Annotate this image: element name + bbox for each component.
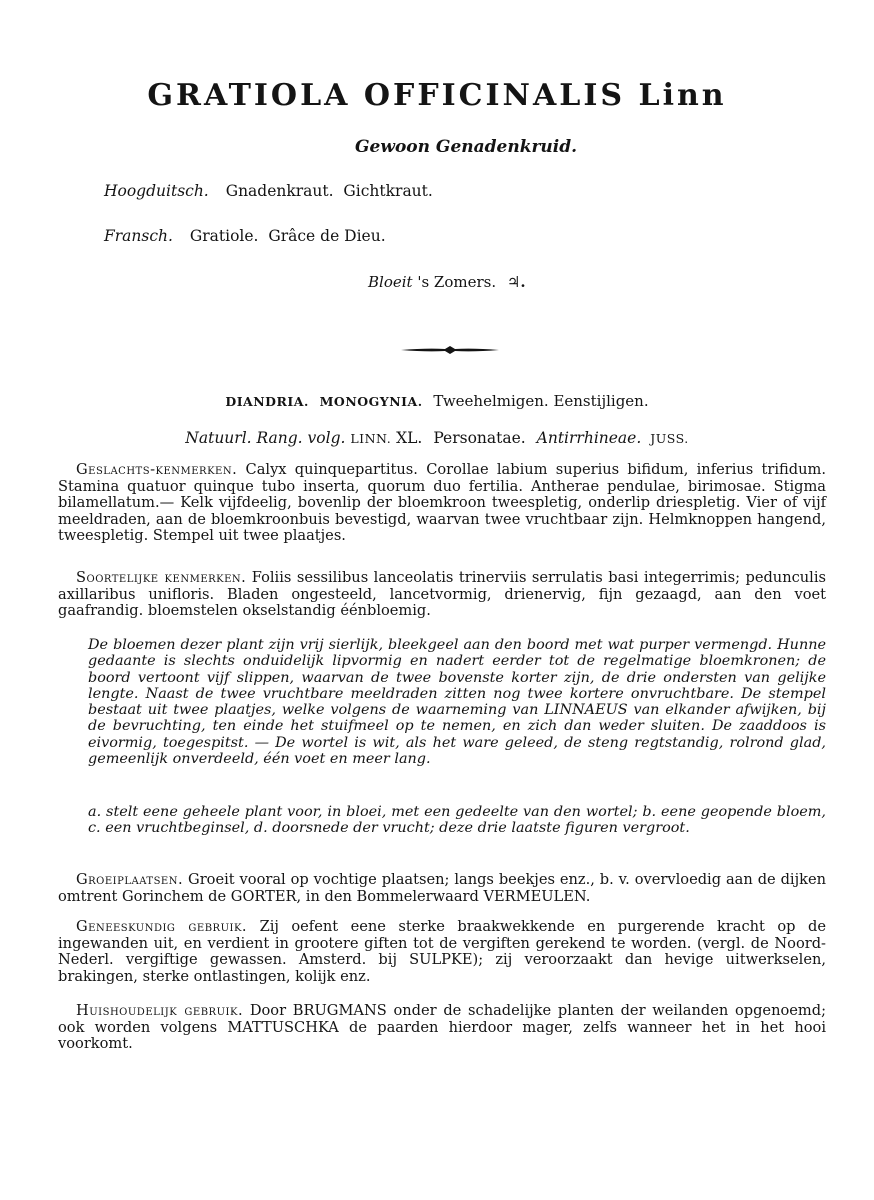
plant-description: De bloemen dezer plant zijn vrij sierlijk, bleekgeel aan den boord met wat purper vermengd. Hunne gedaante is slechts onduidelijk lipvormig en nadert eerder tot de regelmatige bloemkronen; de boord vertoont vijf slippen, waarvan de twee bovenste korter zijn, de drie ondersten van gelijke lengte. Naast de twee vruchtbare meeldraden zitten nog twee kortere onvruchtbare. De stempel bestaat uit twee plaatjes, welke volgens de waarneming van LINNAEUS van elkander afwijken, bij de bevruchting, ten einde het stuifmeel op te nemen, en zich dan weder sluiten. De zaaddoos is eivormig, toegespitst. — De wortel is wit, als het ware geleed, de steng regtstandig, rolrond glad, gemeenlijk onverdeeld, één voet en meer lang. bbox=[88, 637, 826, 768]
language-label: Hoogduitsch. bbox=[104, 182, 209, 200]
language-names: Gratiole. Grâce de Dieu. bbox=[189, 227, 386, 245]
medicinal-use bbox=[58, 919, 826, 985]
species-characters bbox=[58, 570, 826, 620]
section-lead: Geneeskundig gebruik. bbox=[76, 918, 248, 935]
perennial-symbol: ♃. bbox=[506, 273, 526, 291]
section-text: Calyx quinquepartitus. Corollae labium superius bifidum, inferius trifidum. Stamina quatuor quinque tubo inserta, quorum duo fertilia. Antherae pendulae, birimosae. Stigma bilamellatum.— Kelk vijfdeelig, bovenlip der bloemkroon tweespletig, onderlip driespletig. Vier of vijf meeldraden, aan de bloemkroonbuis bevestigd, waarvan twee vruchtbaar zijn. Helmknoppen hangend, tweespletig. Stempel uit twee plaatjes. bbox=[58, 461, 827, 545]
name-french bbox=[104, 227, 386, 245]
language-label: Fransch. bbox=[104, 227, 173, 245]
rank-author: LINN. bbox=[350, 431, 392, 446]
rank-family: Personatae. bbox=[433, 429, 526, 447]
growing-places bbox=[58, 872, 826, 905]
rank-juss: JUSS. bbox=[650, 431, 689, 446]
section-text: Door BRUGMANS onder de schadelijke planten der weilanden opgenoemd; ook worden volgens MATTUSCHKA de paarden hierdoor mager, zelfs wanneer het in het hooi voorkomt. bbox=[58, 1002, 826, 1053]
section-text: Zij oefent eene sterke braakwekkende en purgerende kracht op de ingewanden uit, en verdient in grootere giften tot de vergiften gerekend te worden. (vergl. de Noord-Nederl. vergiftige gewassen. Amsterd. bij SULPKE); zij veroorzaakt dan hevige uitwerkselen, brakingen, sterke ontlastingen, kolijk enz. bbox=[58, 918, 826, 985]
common-name: Gewoon Genadenkruid. bbox=[355, 137, 578, 157]
class-name: DIANDRIA. bbox=[225, 394, 309, 409]
section-lead: Geslachts-kenmerken. bbox=[76, 461, 238, 478]
bloom-line bbox=[368, 273, 526, 291]
figure-explanation: a. stelt eene geheele plant voor, in bloei, met een gedeelte van den wortel; b. eene geopende bloem, c. een vruchtbeginsel, d. doorsnede der vrucht; deze drie laatste figuren vergroot. bbox=[88, 804, 826, 837]
bloom-label: Bloeit bbox=[368, 273, 413, 291]
order-name: MONOGYNIA. bbox=[319, 394, 423, 409]
section-text: Groeit vooral op vochtige plaatsen; langs beekjes enz., b. v. overvloedig aan de dijken omtrent Gorinchem de GORTER, in den Bommelerwaard VERMEULEN. bbox=[58, 871, 826, 905]
rank-tribe: Antirrhineae. bbox=[536, 429, 642, 447]
divider-ornament bbox=[401, 340, 499, 359]
section-lead: Huishoudelijk gebruik. bbox=[76, 1002, 244, 1019]
name-german bbox=[104, 182, 433, 200]
genus-characters bbox=[58, 462, 826, 545]
page-title: GRATIOLA OFFICINALIS Linn bbox=[147, 78, 727, 113]
language-names: Gnadenkraut. Gichtkraut. bbox=[225, 182, 433, 200]
classification-line bbox=[0, 392, 874, 410]
household-use bbox=[58, 1003, 826, 1053]
rank-prefix: Natuurl. Rang. volg. bbox=[185, 429, 346, 447]
section-lead: Soortelijke kenmerken. bbox=[76, 569, 247, 586]
section-lead: Groeiplaatsen. bbox=[76, 871, 184, 888]
bloom-season: 's Zomers. bbox=[417, 273, 497, 291]
classification-dutch: Tweehelmigen. Eenstijligen. bbox=[433, 392, 649, 410]
section-text: Foliis sessilibus lanceolatis trinerviis serrulatis basi integerrimis; pedunculis axillaribus unifloris. Bladen ongesteeld, lancetvormig, drienervig, fijn gezaagd, aan den voet gaafrandig. bloemstelen okselstandig éénbloemig. bbox=[58, 569, 826, 620]
natural-rank-line bbox=[0, 429, 874, 447]
rank-number: XL. bbox=[396, 429, 423, 447]
